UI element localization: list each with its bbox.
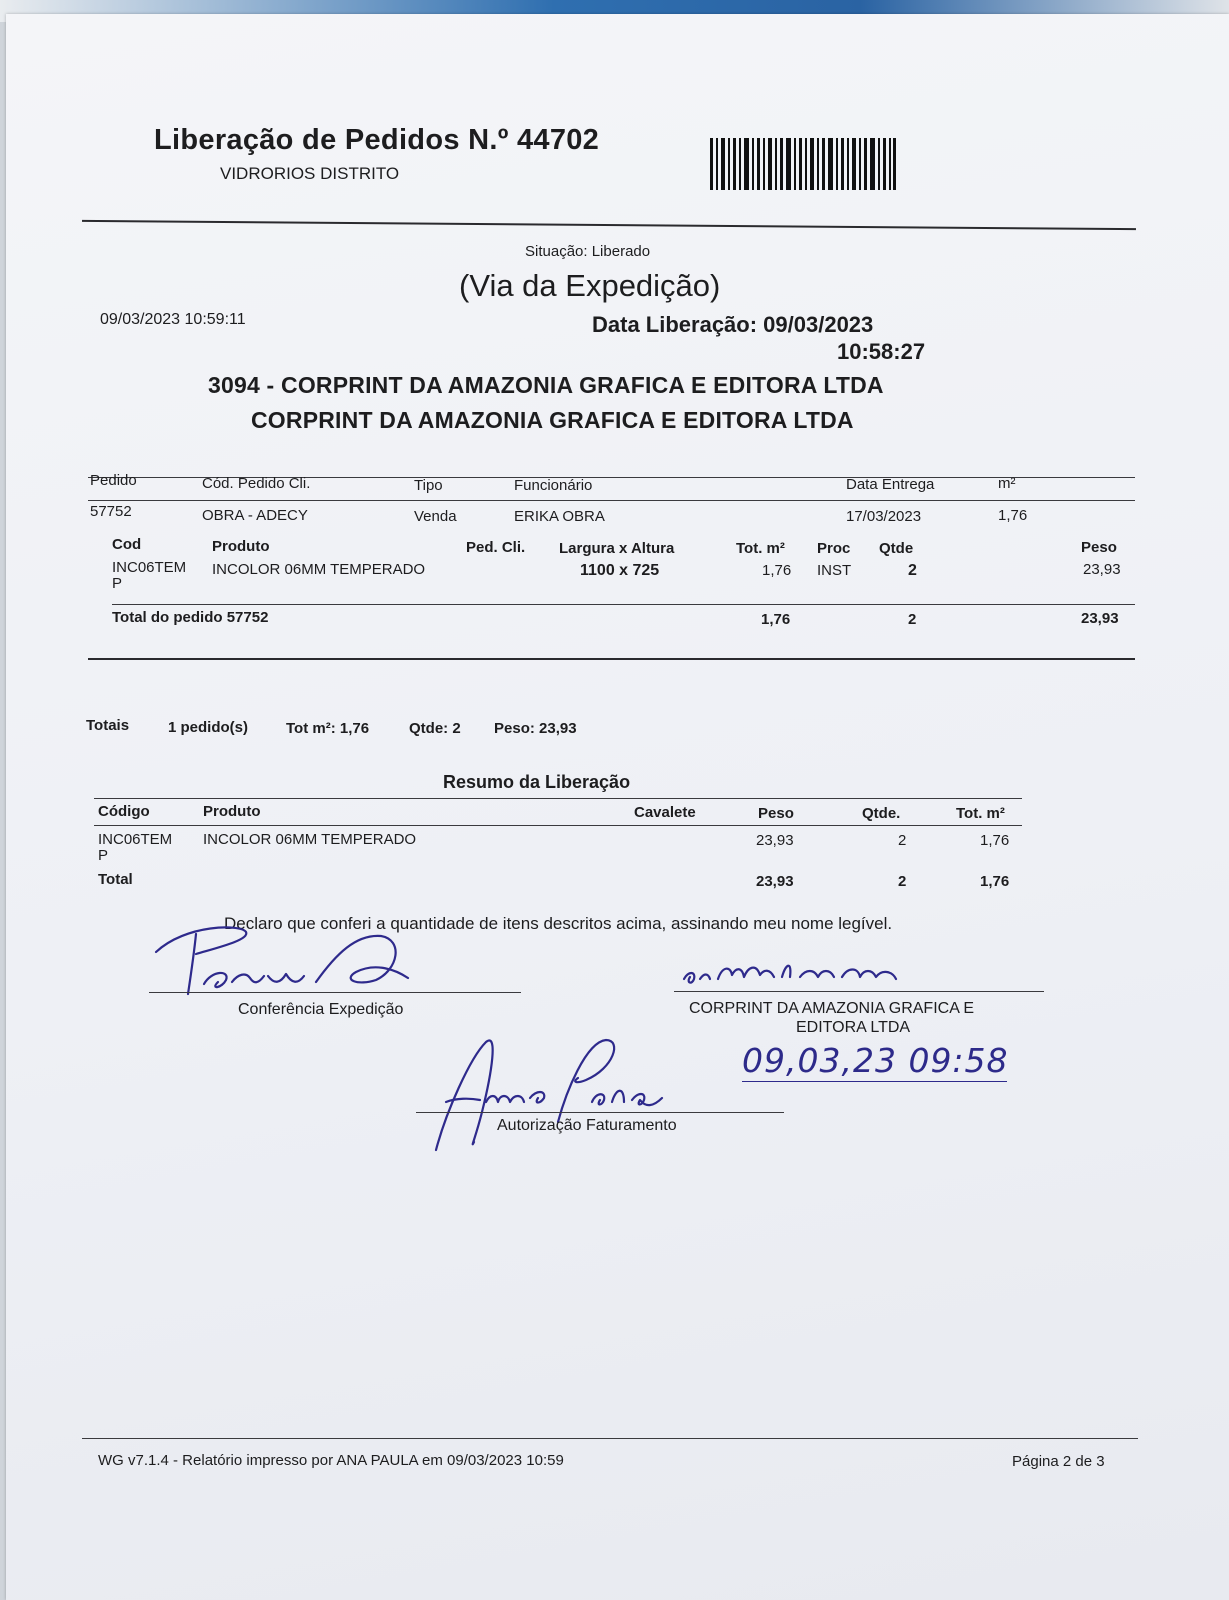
- company-name: VIDRORIOS DISTRITO: [220, 164, 400, 183]
- item-col-produto: Produto: [212, 538, 270, 555]
- order-total-qtde: 2: [908, 611, 917, 628]
- col-pedido: Pedido: [90, 472, 137, 489]
- handwritten-date-underline: [742, 1081, 1007, 1082]
- col-cod-pedido-cli: Cód. Pedido Cli.: [202, 475, 311, 492]
- signature-line-client: [674, 991, 1044, 992]
- summary-col-codigo: Código: [98, 803, 150, 820]
- signature-paula: [146, 914, 446, 1004]
- order-header-rule: [88, 500, 1135, 501]
- summary-produto: INCOLOR 06MM TEMPERADO: [203, 831, 417, 848]
- client-signature-label-2: EDITORA LTDA: [796, 1019, 911, 1036]
- summary-header-rule: [94, 825, 1022, 826]
- item-col-qtde: Qtde: [879, 540, 914, 557]
- document-title: Liberação de Pedidos N.º 44702: [154, 124, 600, 156]
- status-text: Situação: Liberado: [525, 243, 651, 260]
- summary-col-qtde: Qtde.: [862, 805, 901, 822]
- order-total-label: Total do pedido 57752: [112, 609, 269, 626]
- signature-line-autorizacao: [416, 1112, 784, 1113]
- release-date: Data Liberação: 09/03/2023: [592, 312, 874, 337]
- item-peso: 23,93: [1083, 561, 1121, 578]
- copy-label: (Via da Expedição): [459, 268, 721, 303]
- col-funcionario: Funcionário: [514, 477, 593, 494]
- document-page: [6, 14, 1229, 1600]
- summary-codigo-line2: P: [98, 847, 109, 864]
- col-m2: m²: [998, 475, 1016, 492]
- footer-rule: [82, 1438, 1138, 1439]
- totals-qtde: Qtde: 2: [409, 720, 461, 737]
- footer-printed-by: WG v7.1.4 - Relatório impresso por ANA PAULA em 09/03/2023 10:59: [98, 1452, 564, 1469]
- item-tot-m2: 1,76: [762, 562, 792, 579]
- client-name: CORPRINT DA AMAZONIA GRAFICA E EDITORA LTDA: [251, 407, 854, 433]
- item-qtde: 2: [908, 562, 917, 579]
- item-col-largura-altura: Largura x Altura: [559, 540, 675, 557]
- order-tipo: Venda: [414, 508, 457, 525]
- declaration-text: Declaro que conferi a quantidade de itens descritos acima, assinando meu nome legível.: [224, 914, 893, 933]
- col-data-entrega: Data Entrega: [846, 476, 935, 493]
- summary-total-label: Total: [98, 871, 133, 888]
- signature-ana-paula: [426, 1032, 706, 1162]
- order-m2: 1,76: [998, 507, 1028, 524]
- item-col-tot-m2: Tot. m²: [736, 540, 785, 557]
- summary-qtde: 2: [898, 832, 907, 849]
- item-cod-line1: INC06TEM: [112, 559, 187, 576]
- summary-tot-m2: 1,76: [980, 832, 1010, 849]
- summary-col-tot-m2: Tot. m²: [956, 805, 1005, 822]
- totals-tot-m2: Tot m²: 1,76: [286, 720, 370, 737]
- order-total-peso: 23,93: [1081, 610, 1119, 627]
- release-time: 10:58:27: [837, 339, 926, 364]
- handwritten-date: 09,03,23 09:58: [742, 1041, 1009, 1080]
- item-cod-line2: P: [112, 575, 123, 592]
- summary-col-cavalete: Cavalete: [634, 804, 696, 821]
- order-table-bottom-rule: [88, 658, 1135, 660]
- signature-line-conferencia: [149, 992, 521, 993]
- col-tipo: Tipo: [414, 477, 443, 494]
- totals-label: Totais: [86, 717, 130, 734]
- signature-client: [682, 949, 922, 989]
- footer-page-number: Página 2 de 3: [1012, 1453, 1105, 1470]
- summary-col-peso: Peso: [758, 805, 794, 822]
- client-code-name: 3094 - CORPRINT DA AMAZONIA GRAFICA E EDITORA LTDA: [208, 372, 884, 398]
- summary-title: Resumo da Liberação: [443, 772, 631, 792]
- item-dimensions: 1100 x 725: [580, 562, 660, 579]
- header-divider: [82, 220, 1136, 230]
- totals-pedidos: 1 pedido(s): [168, 719, 249, 736]
- autorizacao-label: Autorização Faturamento: [497, 1117, 677, 1134]
- summary-total-peso: 23,93: [756, 873, 794, 890]
- client-signature-label-1: CORPRINT DA AMAZONIA GRAFICA E: [689, 1000, 975, 1017]
- summary-peso: 23,93: [756, 832, 794, 849]
- print-datetime: 09/03/2023 10:59:11: [100, 311, 246, 328]
- summary-col-produto: Produto: [203, 803, 261, 820]
- item-proc: INST: [817, 562, 852, 579]
- summary-total-tot-m2: 1,76: [980, 873, 1010, 890]
- order-total-m2: 1,76: [761, 611, 791, 628]
- order-pedido: 57752: [90, 503, 132, 520]
- summary-top-rule: [94, 798, 1022, 799]
- barcode: [710, 138, 896, 190]
- item-total-rule: [112, 604, 1135, 605]
- totals-peso: Peso: 23,93: [494, 720, 577, 737]
- item-col-proc: Proc: [817, 540, 851, 557]
- item-produto: INCOLOR 06MM TEMPERADO: [212, 561, 426, 578]
- item-col-cod: Cod: [112, 536, 142, 553]
- conferencia-label: Conferência Expedição: [238, 1001, 404, 1018]
- summary-total-qtde: 2: [898, 873, 907, 890]
- order-funcionario: ERIKA OBRA: [514, 508, 605, 525]
- summary-codigo-line1: INC06TEM: [98, 831, 173, 848]
- order-cod-pedido-cli: OBRA - ADECY: [202, 507, 308, 524]
- item-col-ped-cli: Ped. Cli.: [466, 539, 526, 556]
- item-col-peso: Peso: [1081, 539, 1117, 556]
- order-data-entrega: 17/03/2023: [846, 508, 922, 525]
